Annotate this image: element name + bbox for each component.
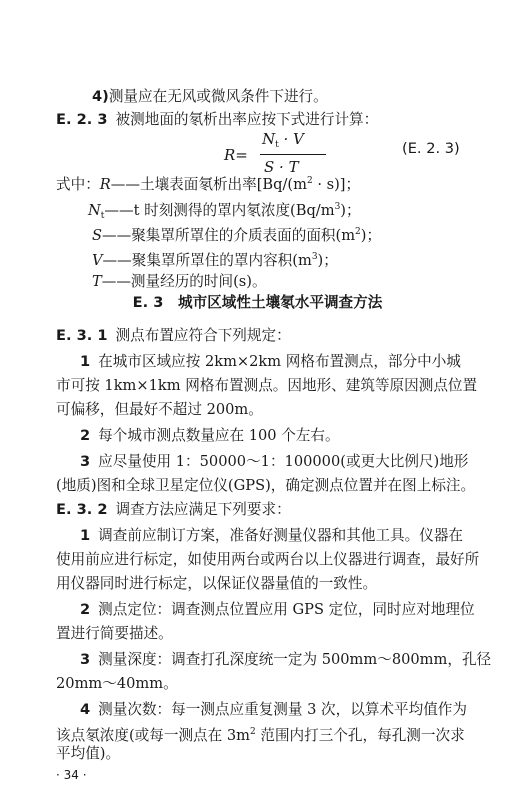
e32-item-1-line-1: 1 调查前应制订方案，准备好测量仪器和其他工具。仪器在 [80,527,464,544]
e32-item-4-line-3: 平均值)。 [56,745,121,762]
clause-id: E. 3. 2 [56,501,108,518]
definition-r: 式中：R——土壤表面氡析出率$[Bq/(m^2 \cdot s)]$； [56,176,361,193]
clause-text: 测点布置应符合下列规定： [115,327,291,344]
definition-v: V——聚集罩所罩住的罩内容积$(m^3)$； [92,252,338,269]
e31-item-3-line-2: (地质)图和全球卫星定位仪(GPS)，确定测点位置并在图上标注。 [56,477,476,494]
e32-item-1-line-2: 使用前应进行标定，如使用两台或两台以上仪器进行调查，最好所 [56,551,480,568]
e32-item-2-line-1: 2 测点定位：调查测点位置应用 GPS 定位，同时应对地理位 [80,601,475,618]
definition-nt: $N_t——t$ 时刻测得的罩内氡浓度$(Bq/m^3)$； [88,202,361,221]
clause-e-2-3 [56,110,378,130]
fraction-bar [260,154,326,155]
list-item-4 [92,87,328,107]
formula-numerator: $N_t \cdot V$ [262,130,304,150]
page-number: · 34 · [56,768,87,782]
item-text: 测量应在无风或微风条件下进行。 [108,88,328,105]
clause-id: E. 3. 1 [56,327,108,344]
definition-t: T——测量经历的时间(s)。 [92,273,267,290]
formula-denominator: S · T [264,158,299,176]
e31-item-1-line-2: 市可按 1km×1km 网格布置测点。因地形、建筑等原因测点位置 [56,377,478,394]
e31-item-2: 2 每个城市测点数量应在 100 个左右。 [80,427,340,444]
e32-item-3-line-1: 3 测量深度：调查打孔深度统一定为 500mm～800mm，孔径 [80,651,492,668]
clause-text: 调查方法应满足下列要求： [115,501,291,518]
e31-item-1-line-1: 1 在城市区域应按 2km×2km 网格布置测点，部分中小城 [80,353,461,370]
e31-item-1-line-3: 可偏移，但最好不超过 200m。 [56,401,263,418]
clause-text: 被测地面的氡析出率应按下式进行计算： [115,111,379,128]
e32-item-3-line-2: 20mm～40mm。 [56,675,178,692]
equation-number: (E. 2. 3) [402,140,460,157]
clause-e-3-1 [56,326,291,346]
formula-lhs: R= [224,146,248,164]
definition-s: S——聚集罩所罩住的介质表面的面积$(m^2)$； [92,227,382,244]
e31-item-3-line-1: 3 应尽量使用 1：50000～1：100000(或更大比例尺)地形 [80,453,469,470]
clause-e-3-2 [56,500,291,520]
e32-item-4-line-2: 该点氡浓度(或每一测点在 $3m^2$ 范围内打三个孔，每孔测一次求 [56,727,465,744]
e32-item-1-line-3: 用仪器同时进行标定，以保证仪器量值的一致性。 [56,575,378,592]
section-title: E. 3 城市区域性土壤氡水平调查方法 [132,294,383,311]
item-number: 4) [92,88,109,105]
e32-item-4-line-1: 4 测量次数：每一测点应重复测量 3 次，以算术平均值作为 [80,701,467,718]
e32-item-2-line-2: 置进行简要描述。 [56,625,173,642]
clause-id: E. 2. 3 [56,111,108,128]
